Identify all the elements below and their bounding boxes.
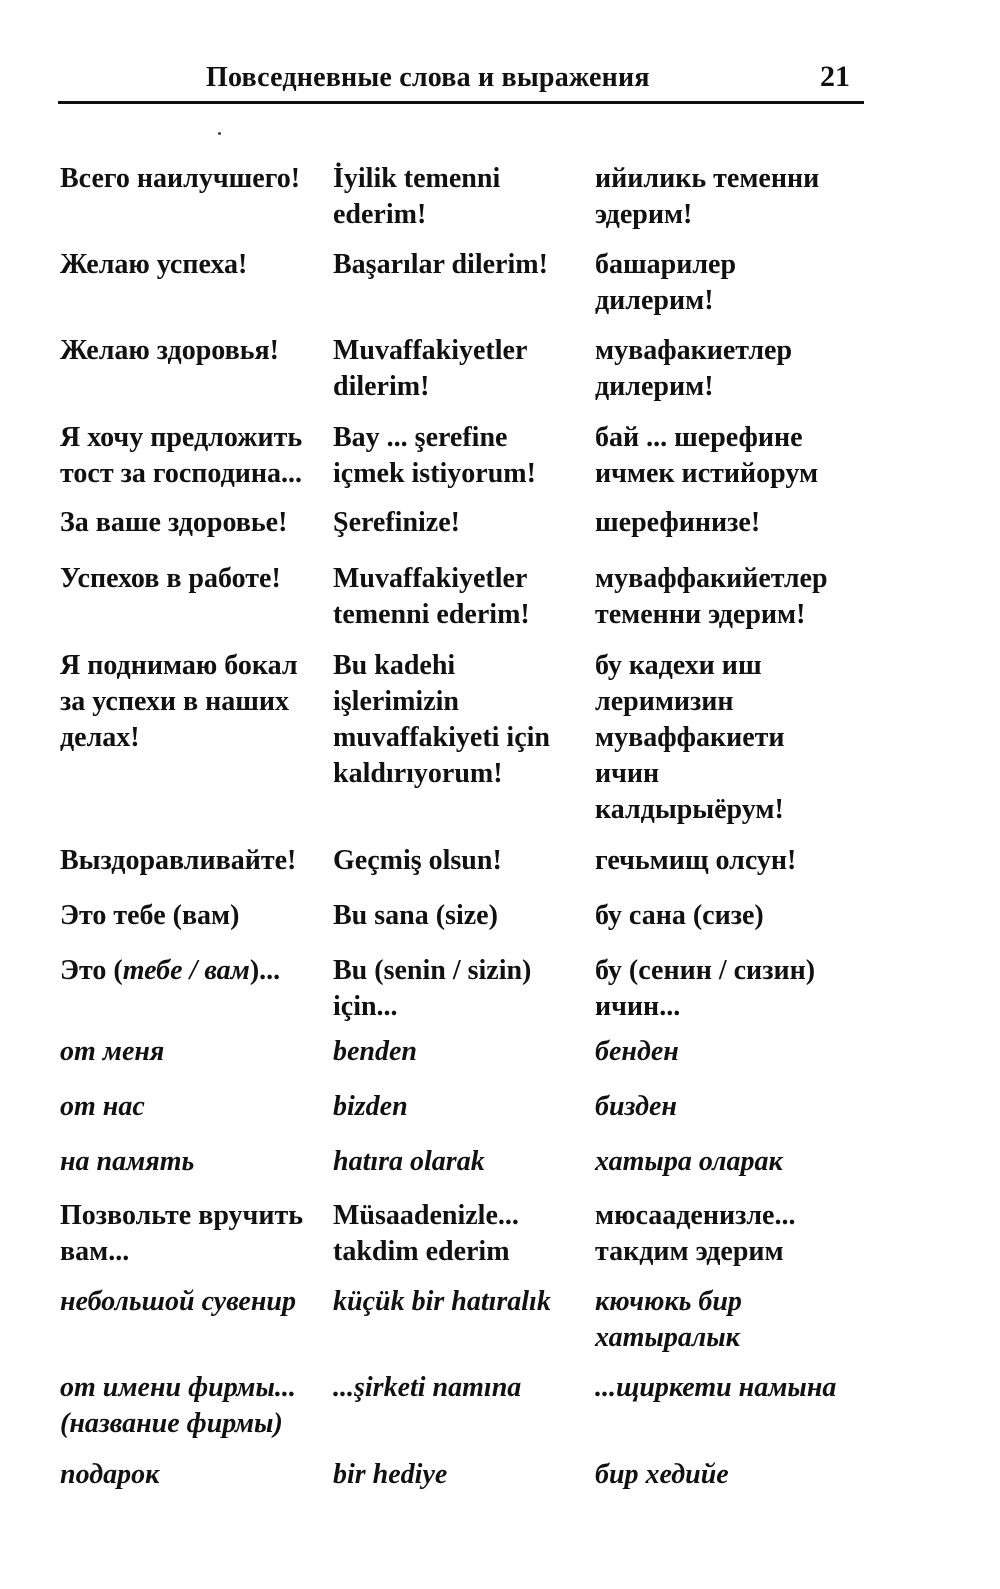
- transcription: ...щиркети намына: [595, 1372, 837, 1403]
- russian-phrase: Это (тебе / вам)...: [60, 955, 281, 986]
- transcription: муваффакийетлер теменни эдерим!: [595, 563, 828, 630]
- turkish-phrase: Geçmiş olsun!: [333, 845, 502, 876]
- transcription: бизден: [595, 1091, 677, 1122]
- turkish-phrase: Bu (senin / sizin) için...: [333, 955, 532, 1022]
- russian-phrase: За ваше здоровье!: [60, 507, 288, 538]
- turkish-phrase: Bu kadehi işlerimizin muvaffakiyeti için kaldırıyorum!: [333, 650, 550, 789]
- russian-phrase: Выздоравливайте!: [60, 845, 297, 876]
- russian-phrase: подарок: [60, 1459, 160, 1490]
- turkish-phrase: Bu sana (size): [333, 900, 498, 931]
- russian-phrase: Всего наилучшего!: [60, 163, 301, 194]
- turkish-phrase: hatıra olarak: [333, 1146, 485, 1177]
- turkish-phrase: küçük bir hatıralık: [333, 1286, 551, 1317]
- turkish-phrase: Muvaffakiyetler dilerim!: [333, 335, 528, 402]
- transcription: бу (сенин / сизин) ичин...: [595, 955, 816, 1022]
- russian-phrase: Я поднимаю бокал за успехи в наших делах!: [60, 650, 298, 753]
- russian-phrase: на память: [60, 1146, 195, 1177]
- russian-phrase: Это тебе (вам): [60, 900, 240, 931]
- russian-phrase: Желаю здоровья!: [60, 335, 279, 366]
- turkish-phrase: bizden: [333, 1091, 408, 1122]
- transcription: шерефинизе!: [595, 507, 761, 538]
- turkish-phrase: Muvaffakiyetler temenni ederim!: [333, 563, 530, 630]
- russian-phrase: Я хочу предложить тост за господина...: [60, 422, 303, 489]
- russian-phrase: Позвольте вручить вам...: [60, 1200, 304, 1267]
- transcription: бай ... шерефине ичмек истийорум: [595, 422, 819, 489]
- transcription: хатыра оларак: [595, 1146, 783, 1177]
- transcription: мувафакиетлер дилерим!: [595, 335, 793, 402]
- page-number: 21: [820, 60, 850, 93]
- page-title: Повседневные слова и выражения: [206, 62, 650, 93]
- russian-phrase: Желаю успеха!: [60, 249, 248, 280]
- transcription: бу сана (сизе): [595, 900, 764, 931]
- turkish-phrase: İyilik temenni ederim!: [333, 163, 501, 230]
- turkish-phrase: Müsaadenizle... takdim ederim: [333, 1200, 519, 1267]
- russian-phrase: небольшой сувенир: [60, 1286, 296, 1317]
- transcription: гечьмищ олсун!: [595, 845, 797, 876]
- transcription: ийиликь теменни эдерим!: [595, 163, 820, 230]
- transcription: бенден: [595, 1036, 679, 1067]
- transcription: бир хедийе: [595, 1459, 729, 1490]
- russian-phrase: от меня: [60, 1036, 165, 1067]
- turkish-phrase: Şerefinize!: [333, 507, 460, 538]
- transcription: башарилер дилерим!: [595, 249, 737, 316]
- russian-phrase: от нас: [60, 1091, 145, 1122]
- turkish-phrase: benden: [333, 1036, 417, 1067]
- turkish-phrase: ...şirketi namına: [333, 1372, 522, 1403]
- turkish-phrase: Başarılar dilerim!: [333, 249, 548, 280]
- transcription: мюсааденизле... такдим эдерим: [595, 1200, 796, 1267]
- transcription: бу кадехи иш леримизин муваффакиети ичин калдырыёрум!: [595, 650, 785, 825]
- turkish-phrase: Bay ... şerefine içmek istiyorum!: [333, 422, 536, 489]
- russian-phrase: от имени фирмы... (название фирмы): [60, 1372, 296, 1439]
- russian-phrase: Успехов в работе!: [60, 563, 281, 594]
- transcription: кючюкь бир хатыралык: [595, 1286, 742, 1353]
- turkish-phrase: bir hediye: [333, 1459, 448, 1490]
